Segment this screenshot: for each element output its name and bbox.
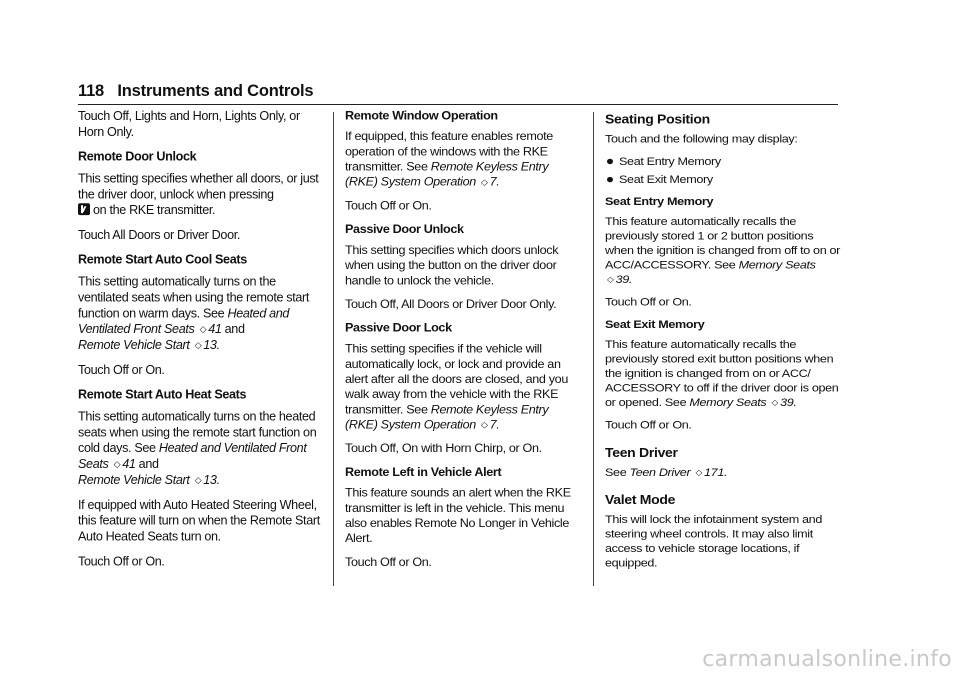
heading-teen-driver: Teen Driver <box>605 445 678 460</box>
page-ref[interactable]: 7 <box>489 417 497 432</box>
cross-reference-link[interactable]: Memory Seats <box>738 258 816 272</box>
bullet-icon <box>607 159 613 164</box>
see-arrow-icon: ◇ <box>771 397 779 407</box>
cross-reference-link[interactable]: Memory Seats <box>689 396 767 409</box>
see-arrow-icon: ◇ <box>607 274 614 284</box>
column-divider <box>333 112 334 586</box>
subheading-left-in-vehicle-alert: Remote Left in Vehicle Alert <box>345 465 502 479</box>
subheading-heat-seats: Remote Start Auto Heat Seats <box>78 387 247 402</box>
paragraph <box>605 465 843 479</box>
paragraph: Touch Off or On. <box>605 295 692 309</box>
period: . <box>216 338 220 353</box>
page-ref[interactable]: 41 <box>208 322 222 337</box>
paragraph: Touch All Doors or Driver Door. <box>78 228 241 242</box>
watermark: carmanualsonline.info <box>702 647 952 672</box>
paragraph: Touch Off, All Doors or Driver Door Only. <box>345 297 557 311</box>
page-ref[interactable]: 171 <box>704 465 724 479</box>
text: This setting specifies whether all doors, or just the driver door, unlock when pressing <box>78 171 319 202</box>
period: . <box>793 396 797 409</box>
paragraph: Touch and the following may display: <box>605 132 798 146</box>
page-ref[interactable]: 7 <box>489 175 497 189</box>
text: This setting automatically turns on the heated seats when using the remote start function on cold days. See <box>78 409 317 456</box>
column-3 <box>605 108 843 578</box>
subheading-remote-door-unlock: Remote Door Unlock <box>78 149 197 164</box>
see-arrow-icon: ◇ <box>481 419 488 430</box>
paragraph <box>605 214 843 286</box>
subheading-passive-lock: Passive Door Lock <box>345 321 452 335</box>
period: . <box>724 465 728 479</box>
paragraph <box>345 129 583 190</box>
bullet-icon <box>607 177 613 182</box>
period: . <box>496 417 500 432</box>
page-ref[interactable]: 41 <box>122 457 136 472</box>
subheading-remote-window: Remote Window Operation <box>345 108 498 123</box>
text: If equipped, this feature enables remote operation of the windows with the RKE transmitter. See <box>345 129 553 174</box>
see-arrow-icon: ◇ <box>194 475 202 485</box>
text: This setting automatically turns on the ventilated seats when using the remote start function on warm days. See <box>78 274 310 321</box>
cross-reference-link[interactable]: Remote Vehicle Start <box>78 473 190 487</box>
column-1 <box>78 108 324 578</box>
paragraph: Touch Off or On. <box>78 554 165 569</box>
page-number: 118 <box>78 82 105 100</box>
paragraph: This feature sounds an alert when the RKE transmitter is left in the vehicle. This menu also enables Remote No Longer in Vehicle Alert. <box>345 486 571 546</box>
paragraph: Touch Off or On. <box>78 362 165 377</box>
cross-reference-link[interactable]: Remote Keyless Entry (RKE) System Operation <box>345 402 549 432</box>
page-header <box>78 82 838 105</box>
see-arrow-icon: ◇ <box>695 467 703 477</box>
text: This feature automatically recalls the previously stored exit button positions when the ignition is changed from on or ACC/ ACCESSORY to off if the driver door is open or opened. See <box>605 338 839 409</box>
text: See <box>605 465 627 479</box>
page-ref[interactable]: 39 <box>615 272 629 286</box>
period: . <box>628 272 633 286</box>
cross-reference-link[interactable]: Remote Keyless Entry (RKE) System Operation <box>345 160 549 189</box>
list-item <box>605 154 843 168</box>
column-divider <box>593 112 594 586</box>
subheading-cool-seats: Remote Start Auto Cool Seats <box>78 252 247 267</box>
cross-reference-link[interactable]: Teen Driver <box>629 465 691 479</box>
period: . <box>216 473 220 487</box>
paragraph: Touch Off, On with Horn Chirp, or On. <box>345 441 542 455</box>
text: and <box>224 322 245 337</box>
paragraph <box>78 274 324 353</box>
paragraph: Touch Off, Lights and Horn, Lights Only, or Horn Only. <box>78 108 300 139</box>
cross-reference-link[interactable]: Heated and Ventilated Front Seats <box>78 306 290 337</box>
subheading-seat-entry-memory: Seat Entry Memory <box>605 194 714 208</box>
text: This feature automatically recalls the previously stored 1 or 2 button positions when the ignition is changed from off to on or ACC/ACCESSORY. See <box>605 214 841 272</box>
paragraph <box>78 170 324 218</box>
subheading-seat-exit-memory: Seat Exit Memory <box>605 318 705 331</box>
page-ref[interactable]: 39 <box>780 396 794 409</box>
paragraph <box>78 409 324 488</box>
text: Seat Exit Memory <box>619 173 713 186</box>
paragraph: This will lock the infotainment system and steering wheel controls. It may also limit access to vehicle storage locations, if equipped. <box>605 512 822 570</box>
text: on the RKE transmitter. <box>93 203 216 218</box>
bullet-list <box>605 154 843 187</box>
paragraph: Touch Off or On. <box>345 199 432 213</box>
see-arrow-icon: ◇ <box>113 459 121 470</box>
paragraph <box>605 337 843 409</box>
paragraph: If equipped with Auto Heated Steering Wheel, this feature will turn on when the Remote Start Auto Heated Seats turn on. <box>78 497 320 544</box>
column-2 <box>345 108 583 578</box>
heading-valet-mode: Valet Mode <box>605 492 676 507</box>
period: . <box>496 175 500 189</box>
text: This setting specifies if the vehicle will automatically lock, or lock and provide an alert after all the doors are closed, and you walk away from the vehicle with the RKE transmitter. See <box>345 342 568 417</box>
list-item <box>605 172 843 186</box>
see-arrow-icon: ◇ <box>481 177 488 187</box>
page-ref[interactable]: 13 <box>203 473 217 487</box>
cross-reference-link[interactable]: Remote Vehicle Start <box>78 338 190 353</box>
heading-seating-position: Seating Position <box>605 111 710 127</box>
see-arrow-icon: ◇ <box>194 340 202 351</box>
text: Seat Entry Memory <box>619 155 721 168</box>
paragraph: Touch Off or On. <box>605 418 692 432</box>
section-title: Instruments and Controls <box>117 82 314 100</box>
paragraph <box>345 341 583 432</box>
paragraph: This setting specifies which doors unlock when using the button on the driver door handle to unlock the vehicle. <box>345 243 559 288</box>
subheading-passive-unlock: Passive Door Unlock <box>345 222 464 236</box>
paragraph: Touch Off or On. <box>345 555 432 569</box>
page-ref[interactable]: 13 <box>203 338 217 353</box>
unlock-key-icon <box>78 203 90 215</box>
text: and <box>138 457 159 472</box>
see-arrow-icon: ◇ <box>199 324 207 335</box>
cross-reference-link[interactable]: Heated and Ventilated Front Seats <box>78 441 307 472</box>
